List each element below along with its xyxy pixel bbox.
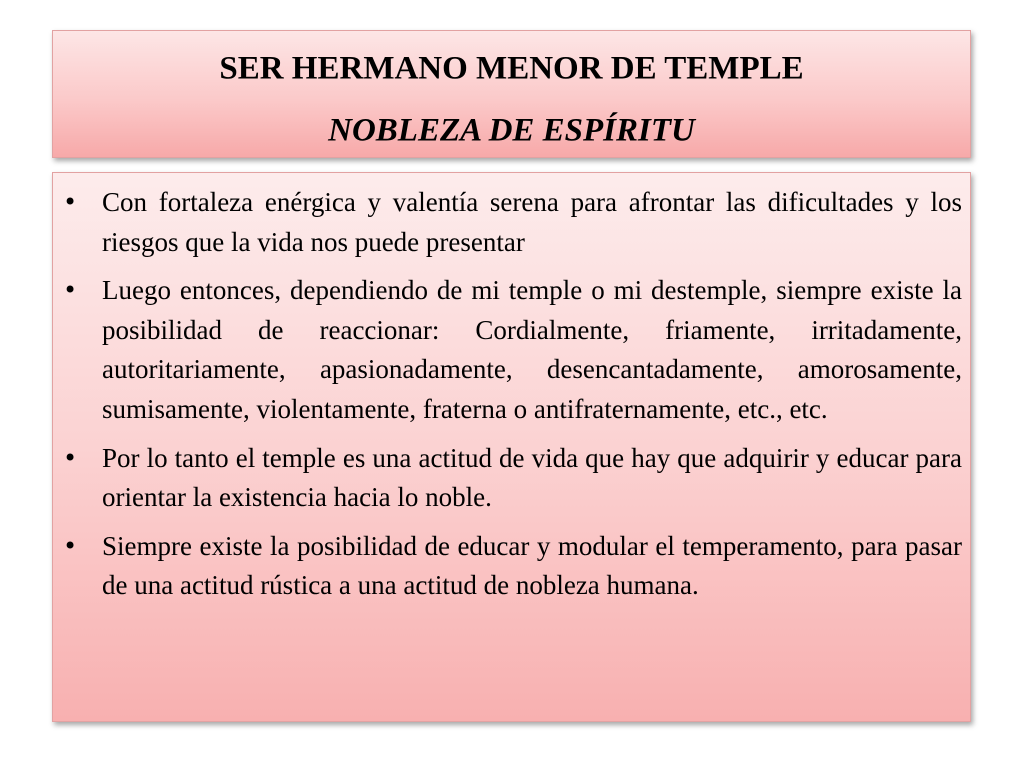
bullet-icon: • [63, 276, 78, 305]
bullet-text: Por lo tanto el temple es una actitud de vida que hay que adquirir y educar para orientar la existencia hacia lo noble. [102, 442, 962, 513]
bullet-icon: • [63, 443, 78, 472]
slide-title [53, 50, 970, 102]
title-box [52, 30, 971, 158]
bullet-text: Siempre existe la posibilidad de educar y modular el temperamento, para pasar de una actitud rústica a una actitud de nobleza humana. [102, 530, 962, 601]
bullet-list [53, 183, 970, 615]
bullet-item [53, 527, 970, 606]
bullet-text: Con fortaleza enérgica y valentía serena para afrontar las dificultades y los riesgos que la vida nos puede presentar [102, 187, 962, 257]
bullet-item [53, 183, 970, 262]
bullet-text: Luego entonces, dependiendo de mi temple o mi destemple, siempre existe la posibilidad de reaccionar: Cordialmente, friamente, irritadamente, autoritariamente, apasionadamente, desencantadamente, amorosamente, sumisamente, violentamente, fraterna o antifraternamente, etc., etc. [102, 275, 962, 424]
slide-subtitle [53, 112, 970, 164]
bullet-item [53, 439, 970, 518]
bullet-icon: • [63, 531, 78, 560]
slide-subtitle-text: NOBLEZA DE ESPÍRITU [328, 112, 695, 149]
bullet-item [53, 271, 970, 429]
slide-title-text: SER HERMANO MENOR DE TEMPLE [219, 50, 804, 87]
bullet-icon: • [63, 188, 78, 216]
content-box [52, 172, 971, 722]
